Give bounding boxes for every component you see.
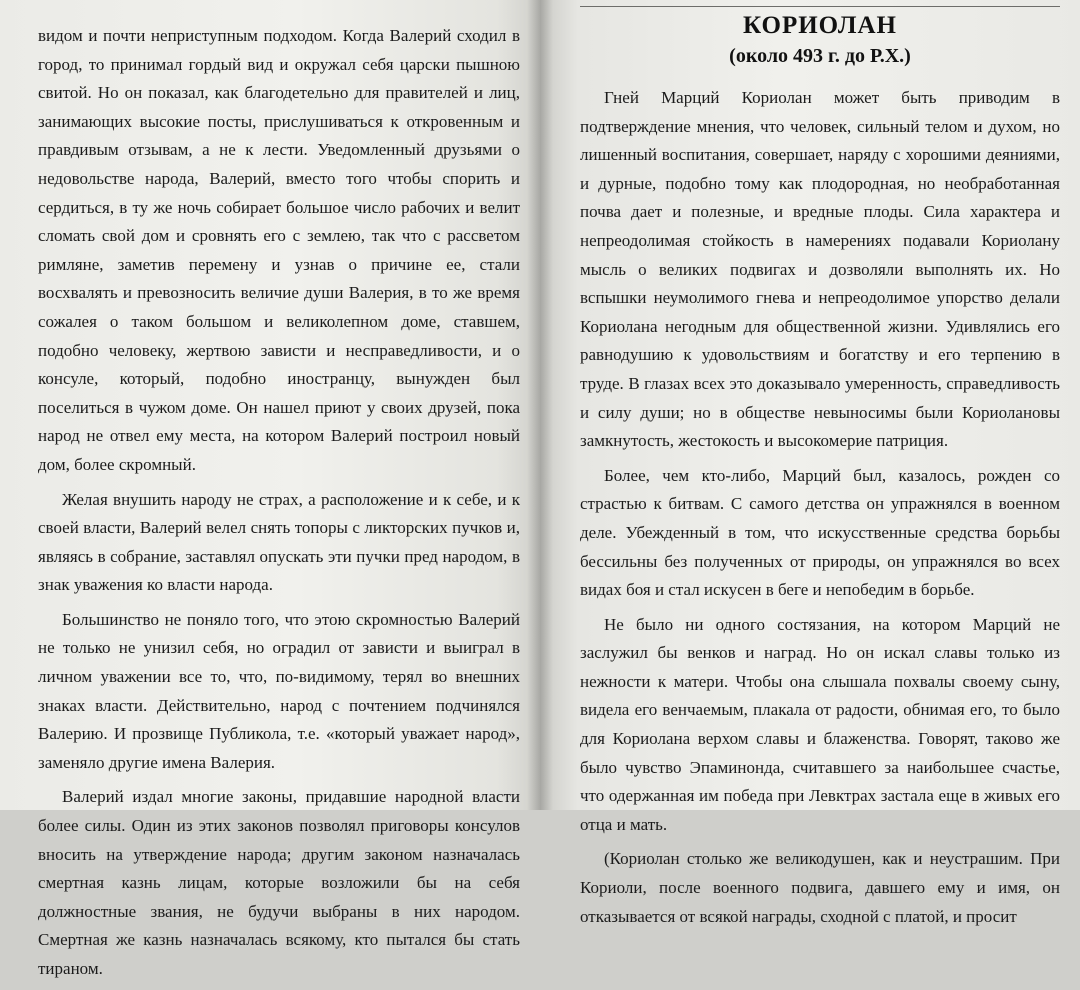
paragraph: Большинство не поняло того, что этою скромностью Валерий не только не унизил себя, но оградил от зависти и выиграл в личном уважении все то, что, по-видимому, терял во внешних знаках власти. Действительно, народ с почтением подчинялся Валерию. И прозвище Публикола, т.е. «который уважает народ», заменяло другие имена Валерия.: [38, 609, 520, 772]
paragraph: Не было ни одного состязания, на котором Марций не заслужил бы венков и наград. Но он искал славы только из нежности к матери. Чтобы она слышала похвалы своему сыну, видела его венчаемым, плакала от радости, обнимая его, то было для Кориолана верхом славы и блаженства. Говорят, таково же было чувство Эпаминонда, считавшего за наибольшее счастье, что одержанная им победа при Левктрах застала еще в живых его отца и мать.: [580, 614, 1060, 834]
right-page-text: [580, 84, 1060, 937]
right-page: [540, 0, 1080, 926]
paragraph: Гней Марций Кориолан может быть приводим в подтверждение мнения, что человек, сильный телом и духом, но лишенный воспитания, совершает, наряду с хорошими деяниями, и дурные, подобно тому как плодородная, но необработанная почва дает и полезные, и вредные плоды. Сила характера и непреодолимая стойкость в намерениях подавали Кориолану мысль о великих подвигах и дозволяли выполнять их. Но вспышки неумолимого гнева и непреодолимое упорство делали Кориолана негодным для общественной жизни. Удивлялись его равнодушию к удовольствиям и богатству и его терпению в труде. В глазах всех это доказывало умеренность, справедливость и силу души; но в обществе невыносимы были Кориолановы замкнутость, жестокость и высокомерие патриция.: [580, 88, 1060, 451]
left-page: [0, 0, 540, 978]
paragraph: Валерий издал многие законы, придавшие народной власти более силы. Один из этих законов позволял приговоры консулов вносить на утверждение народа; другим законом назначалась смертная казнь лицам, которые возложили бы на себя должностные звания, не будучи выбраны в них народом. Смертная же казнь назначалась всякому, кто пытался бы стать тираном.: [38, 787, 520, 978]
chapter-subtitle: (около 493 г. до Р.Х.): [729, 45, 911, 67]
paragraph: Желая внушить народу не страх, а расположение и к себе, и к своей власти, Валерий велел снять топоры с ликторских пучков и, являясь в собрание, заставлял опускать эти пучки пред народом, в знак уважения ко власти народа.: [38, 489, 520, 595]
paragraph: Более, чем кто-либо, Марций был, казалось, рожден со страстью к битвам. С самого детства он упражнялся в военном деле. Убежденный в том, что искусственные средства борьбы бессильны без полученных от природы, он упражнялся во всех видах боя и стал искусен в беге и непобедим в борьбе.: [580, 465, 1060, 600]
paragraph: видом и почти неприступным подходом. Когда Валерий сходил в город, то принимал гордый вид и окружал себя царски пышною свитой. Но он показал, как благодетельно для правителей и лиц, занимающих высокие посты, прислушиваться к откровенным и правдивым отзывам, а не к лести. Уведомленный друзьями о недовольстве народа, Валерий, вместо того чтобы спорить и сердиться, в ту же ночь собирает большое число рабочих и велит сломать свой дом и сровнять его с землею, так что с рассветом римляне, заметив перемену и узнав о причине ее, стали восхвалять и превозносить величие души Валерия, в то же время сожалея о таком большом и великолепном доме, ставшем, подобно человеку, жертвою зависти и несправедливости, и о консуле, который, подобно иностранцу, вынужден был поселиться в чужом доме. Он нашел приют у своих друзей, пока народ не отвел ему места, на котором Валерий построил новый дом, более скромный.: [38, 26, 520, 474]
chapter-heading: [580, 10, 1060, 70]
paragraph: (Кориолан столько же великодушен, как и неустрашим. При Кориоли, после военного подвига, давшего ему и имя, он отказывается от всякой награды, сходной с платой, и просит: [580, 849, 1060, 926]
chapter-title: КОРИОЛАН: [743, 12, 897, 39]
header-rule: [580, 6, 1060, 7]
left-page-text: [38, 22, 520, 990]
